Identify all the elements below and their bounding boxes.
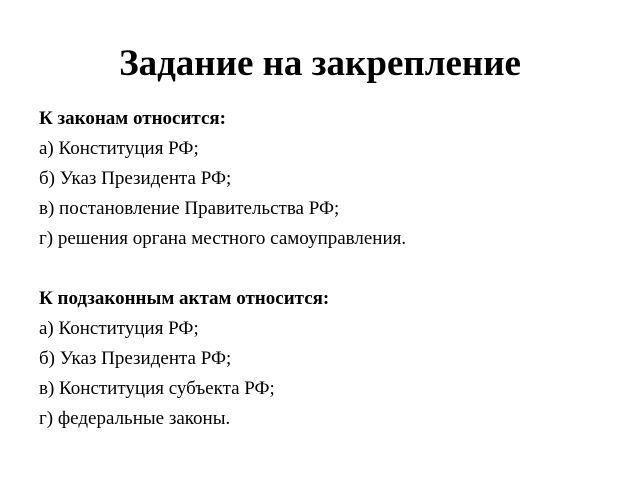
answer-option-g: г) решения органа местного самоуправления.	[39, 228, 407, 249]
answer-option-g: г) федеральные законы.	[39, 408, 231, 429]
question-heading-bylaws: К подзаконным актам относится:	[39, 288, 330, 309]
spacer	[39, 254, 619, 284]
answer-option-a: а) Конституция РФ;	[39, 318, 199, 339]
answer-option-a: а) Конституция РФ;	[39, 138, 199, 159]
slide-content	[39, 104, 619, 434]
question-block-laws	[39, 104, 619, 254]
answer-option-v: в) Конституция субъекта РФ;	[39, 378, 275, 399]
answer-option-b: б) Указ Президента РФ;	[39, 168, 232, 189]
answer-option-b: б) Указ Президента РФ;	[39, 348, 232, 369]
question-block-bylaws	[39, 284, 619, 434]
question-heading-laws: К законам относится:	[39, 108, 227, 129]
slide-title: Задание на закрепление	[119, 43, 521, 84]
answer-option-v: в) постановление Правительства РФ;	[39, 198, 340, 219]
